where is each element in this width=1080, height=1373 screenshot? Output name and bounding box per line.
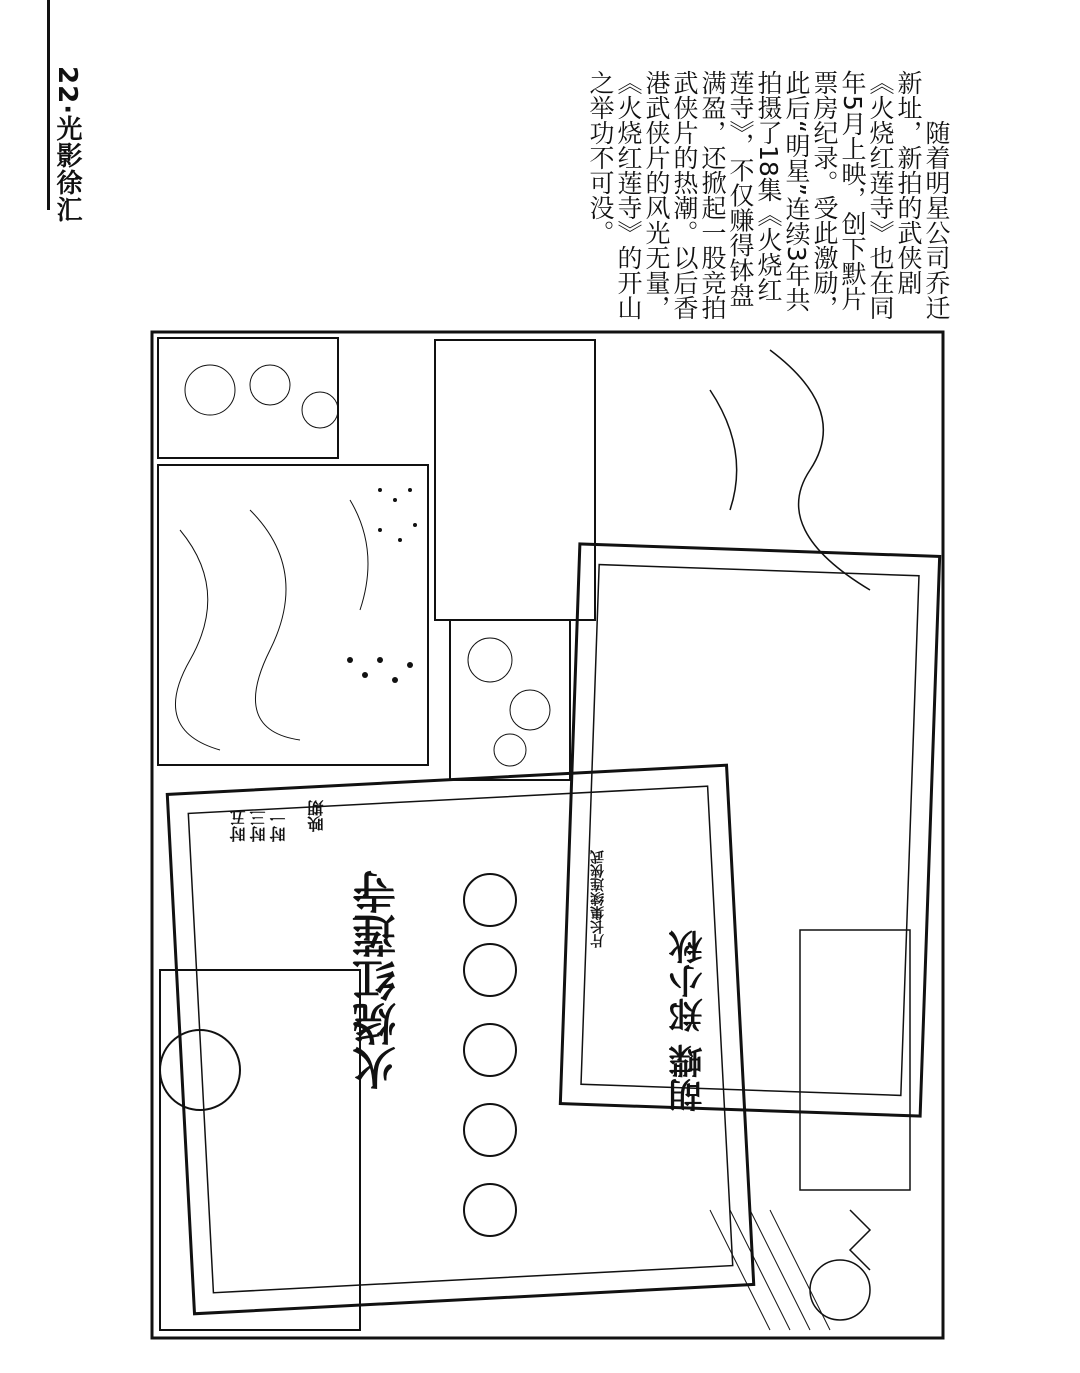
poster-showtime-1: 时一	[269, 810, 288, 842]
page-separator: ·	[52, 104, 82, 116]
poster-illustration	[150, 330, 945, 1340]
poster-screening: 映期	[307, 800, 326, 832]
poster-cast: 胡蝶 郑小秋	[669, 930, 709, 1112]
poster-subtitle: 片长集续连侠武	[590, 850, 606, 948]
body-paragraph: 随着明星公司乔迁新址，新拍的武侠剧《火烧红莲寺》也在同年5月上映，创下默片票房纪录。受此激励，此后“明星”连续3年共拍摄了18集《火烧红莲寺》，不仅赚得钵盘满盈，还掀起一股竞拍武侠片的热潮。以后香港武侠片的风光无量，《火烧红莲寺》的开山之举功不可没。	[586, 70, 951, 320]
header-rule	[47, 0, 50, 210]
body-text	[365, 70, 950, 320]
section-title: 光影徐汇	[52, 115, 82, 224]
page-number: 22	[52, 66, 82, 105]
poster-showtime-3: 时五	[229, 810, 248, 842]
poster-title: 火烧红莲寺	[353, 870, 404, 1090]
running-head	[52, 66, 82, 223]
poster-showtime-2: 时三	[249, 810, 268, 842]
